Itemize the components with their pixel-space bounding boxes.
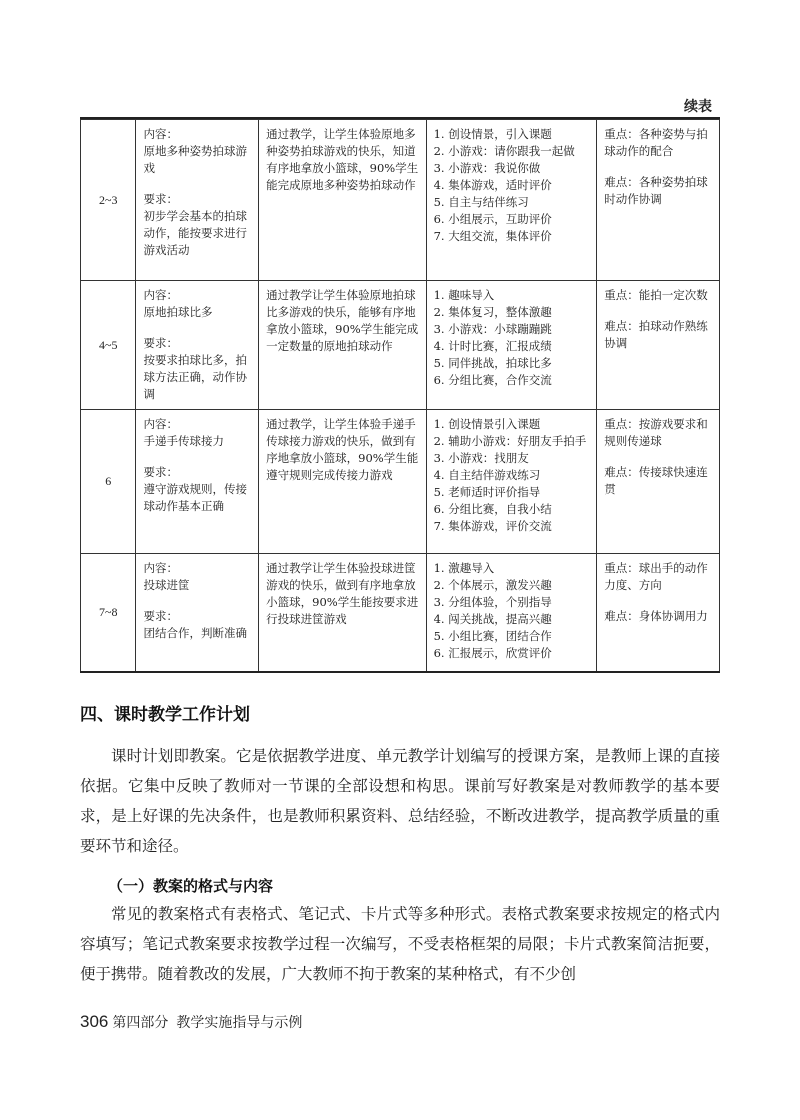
step-item: 1. 激趣导入 [433, 561, 495, 575]
steps-cell [426, 281, 597, 410]
step-item: 4. 计时比赛，汇报成绩 [433, 339, 552, 353]
step-item: 5. 同伴挑战，拍球比多 [433, 356, 552, 370]
difficulty-point: 难点：各种姿势拍球时动作协调 [604, 175, 708, 206]
steps-cell [426, 554, 597, 672]
page-footer [80, 1012, 302, 1032]
step-item: 7. 集体游戏，评价交流 [433, 519, 552, 533]
table-row [81, 554, 720, 672]
step-item: 3. 小游戏：我说你做 [433, 161, 541, 175]
steps-cell [426, 120, 597, 281]
difficulty-point: 难点：传接球快速连贯 [604, 465, 708, 496]
requirement-label: 要求： [143, 192, 178, 206]
subsection-heading: （一）教案的格式与内容 [108, 877, 274, 895]
content-cell [136, 554, 259, 672]
spacer [143, 177, 251, 191]
key-points-cell [597, 410, 720, 554]
content-text: 原地多种姿势拍球游戏 [143, 144, 247, 175]
step-item: 6. 分组比赛，自我小结 [433, 502, 552, 516]
step-item: 2. 辅助小游戏：好朋友手拍手 [433, 434, 587, 448]
paragraph-lesson-plan-intro: 课时计划即教案。它是依据教学进度、单元教学计划编写的授课方案，是教师上课的直接依据。它集中反映了教师对一节课的全部设想和构思。课前写好教案是对教师教学的基本要求，是上好课的先决条件，也是教师积累资料、总结经验，不断改进教学，提高教学质量的重要环节和途径。 [80, 747, 720, 855]
step-item: 5. 自主与结伴练习 [433, 195, 529, 209]
requirement-text: 按要求拍球比多，拍球方法正确，动作协调 [143, 353, 247, 401]
spacer [604, 450, 712, 464]
step-item: 2. 小游戏：请你跟我一起做 [433, 144, 575, 158]
spacer [604, 160, 712, 174]
content-label: 内容： [143, 127, 178, 141]
difficulty-point: 难点：拍球动作熟练协调 [604, 319, 708, 350]
table-row [81, 281, 720, 410]
step-item: 1. 创设情景引入课题 [433, 417, 541, 431]
step-item: 4. 闯关挑战，提高兴趣 [433, 612, 552, 626]
page-number: 306 [80, 1012, 109, 1031]
section-heading: 四、课时教学工作计划 [80, 705, 250, 725]
period-cell: 2~3 [81, 120, 136, 281]
step-item: 1. 趣味导入 [433, 288, 495, 302]
objective-cell: 通过教学，让学生体验手递手传球接力游戏的快乐，做到有序地拿放小篮球，90%学生能遵守规则完成传接力游戏 [259, 410, 426, 554]
key-points-cell [597, 281, 720, 410]
key-points-cell [597, 120, 720, 281]
lesson-plan-table [80, 119, 720, 673]
spacer [143, 321, 251, 335]
step-item: 6. 分组比赛，合作交流 [433, 373, 552, 387]
spacer [143, 594, 251, 608]
key-point: 重点：各种姿势与拍球动作的配合 [604, 127, 708, 158]
content-label: 内容： [143, 288, 178, 302]
period-cell: 4~5 [81, 281, 136, 410]
content-text: 手递手传球接力 [143, 434, 224, 448]
requirement-label: 要求： [143, 609, 178, 623]
objective-cell: 通过教学，让学生体验原地多种姿势拍球游戏的快乐，知道有序地拿放小篮球，90%学生能完成原地多种姿势拍球动作 [259, 120, 426, 281]
difficulty-point: 难点：身体协调用力 [604, 609, 708, 623]
step-item: 3. 小游戏：找朋友 [433, 451, 529, 465]
period-cell: 6 [81, 410, 136, 554]
step-item: 2. 集体复习，整体激趣 [433, 305, 552, 319]
step-item: 3. 小游戏：小球蹦蹦跳 [433, 322, 552, 336]
step-item: 6. 小组展示，互助评价 [433, 212, 552, 226]
step-item: 6. 汇报展示，欣赏评价 [433, 646, 552, 660]
key-point: 重点：能拍一定次数 [604, 288, 708, 302]
step-item: 7. 大组交流，集体评价 [433, 229, 552, 243]
steps-cell [426, 410, 597, 554]
step-item: 1. 创设情景，引入课题 [433, 127, 552, 141]
spacer [604, 594, 712, 608]
step-item: 5. 老师适时评价指导 [433, 485, 541, 499]
content-label: 内容： [143, 417, 178, 431]
key-point: 重点：球出手的动作力度、方向 [604, 561, 708, 592]
paragraph-formats: 常见的教案格式有表格式、笔记式、卡片式等多种形式。表格式教案要求按规定的格式内容填写；笔记式教案要求按教学过程一次编写，不受表格框架的局限；卡片式教案简洁扼要，便于携带。随着教改的发展，广大教师不拘于教案的某种格式，有不少创 [80, 905, 720, 983]
table-row [81, 410, 720, 554]
content-cell [136, 410, 259, 554]
step-item: 2. 个体展示，激发兴趣 [433, 578, 552, 592]
requirement-label: 要求： [143, 336, 178, 350]
period-cell: 7~8 [81, 554, 136, 672]
step-item: 3. 分组体验，个别指导 [433, 595, 552, 609]
requirement-label: 要求： [143, 465, 178, 479]
content-text: 投球进筐 [143, 578, 190, 592]
step-item: 4. 集体游戏，适时评价 [433, 178, 552, 192]
requirement-text: 团结合作，判断准确 [143, 626, 247, 640]
content-text: 原地拍球比多 [143, 305, 213, 319]
spacer [604, 304, 712, 318]
continued-label: 续表 [684, 99, 712, 115]
step-item: 5. 小组比赛，团结合作 [433, 629, 552, 643]
footer-title: 教学实施指导与示例 [176, 1015, 303, 1031]
content-cell [136, 281, 259, 410]
content-cell [136, 120, 259, 281]
key-point: 重点：按游戏要求和规则传递球 [604, 417, 708, 448]
requirement-text: 遵守游戏规则，传接球动作基本正确 [143, 482, 247, 513]
requirement-text: 初步学会基本的拍球动作，能按要求进行游戏活动 [143, 209, 247, 257]
footer-part: 第四部分 [112, 1015, 169, 1031]
objective-cell: 通过教学让学生体验原地拍球比多游戏的快乐，能够有序地拿放小篮球，90%学生能完成一定数量的原地拍球动作 [259, 281, 426, 410]
objective-cell: 通过教学让学生体验投球进筐游戏的快乐，做到有序地拿放小篮球，90%学生能按要求进行投球进筐游戏 [259, 554, 426, 672]
table-row [81, 120, 720, 281]
content-label: 内容： [143, 561, 178, 575]
spacer [143, 450, 251, 464]
step-item: 4. 自主结伴游戏练习 [433, 468, 541, 482]
key-points-cell [597, 554, 720, 672]
